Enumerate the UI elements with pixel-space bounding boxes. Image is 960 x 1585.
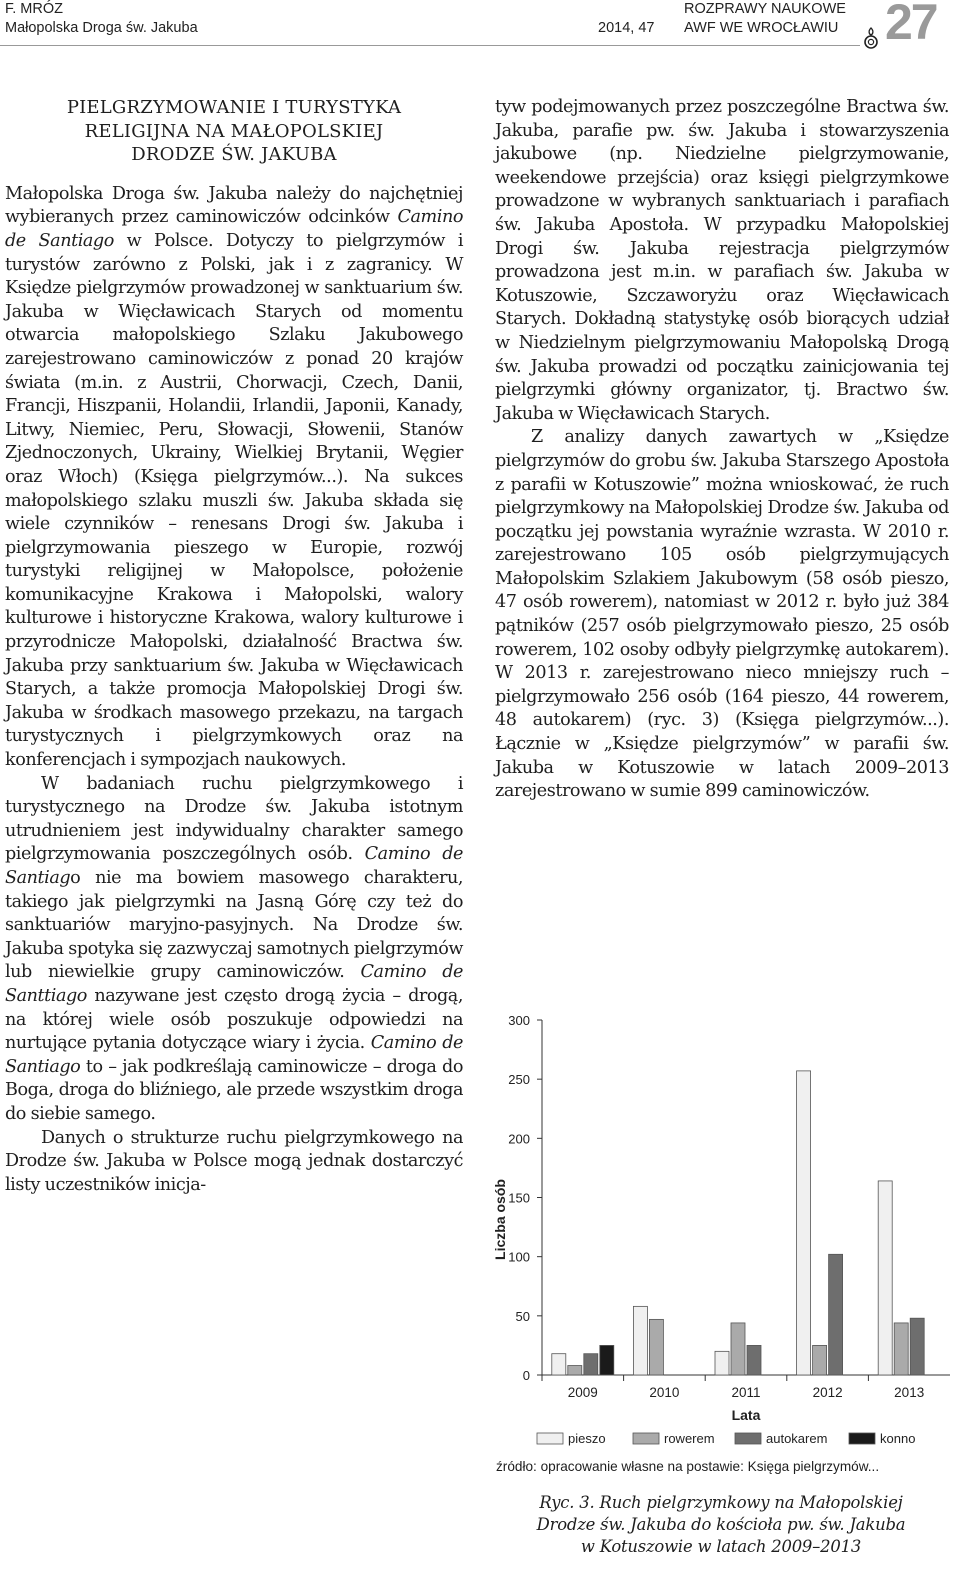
legend-label: rowerem [664, 1431, 715, 1446]
caption-line: Drodze św. Jakuba do kościoła pw. św. Jakuba [536, 1515, 906, 1534]
italic-term: Camino de Santtiago [5, 962, 463, 1006]
bar-pieszo-2010 [633, 1306, 647, 1375]
bar-pieszo-2013 [878, 1181, 892, 1375]
right-column [495, 96, 949, 804]
bar-rowerem-2013 [894, 1323, 908, 1375]
x-tick-label: 2012 [812, 1385, 843, 1400]
running-head-author: F. MRÓZ [5, 1, 63, 17]
x-axis-label: Lata [731, 1407, 761, 1423]
bar-autokarem-2009 [584, 1354, 598, 1375]
bar-autokarem-2012 [829, 1254, 843, 1375]
caption-line: w Kotuszowie w latach 2009–2013 [580, 1537, 862, 1556]
section-title-line: PIELGRZYMOWANIE I TURYSTYKA [66, 97, 402, 118]
y-tick-label: 50 [515, 1308, 530, 1324]
legend-swatch-pieszo [537, 1433, 563, 1444]
bar-konno-2009 [600, 1345, 614, 1375]
y-axis-label: Liczba osób [492, 1179, 508, 1260]
paragraph [5, 183, 463, 773]
legend-label: pieszo [568, 1431, 606, 1446]
section-title [5, 96, 463, 167]
bar-autokarem-2011 [747, 1345, 761, 1375]
paragraph: Z analizy danych zawartych w „Księdze pielgrzymów do grobu św. Jakuba Starszego Apostoła z parafii w Kotuszowie” można wnioskować, że ruch pielgrzymkowy na Małopolskiej Drodze św. Jakuba od początku jej powstania wyraźnie wzrasta. W 2010 r. zarejestrowano 105 osób pielgrzymujących Małopolskim Szlakiem Jakubowym (58 osób pieszo, 47 osób rowerem), natomiast w 2012 r. było już 384 pątników (257 osób pielgrzymowało pieszo, 25 osób rowerem, 102 osoby odbyły pielgrzymkę autokarem). W 2013 r. zarejestrowano nieco mniejszy ruch – pielgrzymowało 256 osób (164 pieszo, 44 rowerem, 48 autokarem) (ryc. 3) (Księga pielgrzymów...). Łącznie w „Księdze pielgrzymów” w parafii św. Jakuba w Kotuszowie w latach 2009–2013 zarejestrowano w sumie 899 caminowiczów. [495, 427, 949, 802]
italic-term: Camino de Santiag [5, 844, 463, 888]
pilgrim-bar-chart [485, 1008, 955, 1458]
y-tick-label: 0 [522, 1368, 530, 1383]
bar-rowerem-2011 [731, 1323, 745, 1375]
caption-line: Ryc. 3. Ruch pielgrzymkowy na Małopolskiej [539, 1493, 903, 1512]
bar-pieszo-2009 [552, 1354, 566, 1375]
text-run: w Polsce. Dotyczy to pielgrzymów i turystów zarówno z Polski, jak i z zagranicy. W Księdze pielgrzymów prowadzonej w sanktuarium św. Jakuba w Więcławicach Starych od momentu otwarcia małopolskiego Szlaku Jakubowego zarejestrowano caminowiczów z ponad 20 krajów świata (m.in. z Austrii, Chorwacji, Czech, Danii, Francji, Hiszpanii, Holandii, Irlandii, Japonii, Kanady, Litwy, Niemiec, Peru, Słowacji, Słowenii, Stanów Zjednoczonych, Ukrainy, Wielkiej Brytanii, Węgier oraz Włoch) (Księga pielgrzymów...). Na sukces małopolskiego szlaku muszli św. Jakuba składa się wiele czynników – renesans Drogi św. Jakuba i pielgrzymowania pieszego w Europie, rozwój turystyki religijnej w Małopolsce, położenie komunikacyjne Krakowa i Małopolski, walory kulturowe i historyczne Krakowa, walory kulturowe i przyrodnicze Małopolski, działalność Bractwa św. Jakuba przy sanktuarium św. Jakuba w Więcławicach Starych, a także promocja Małopolskiej Drogi św. Jakuba w środkach masowego przekazu, na targach turystycznych i pielgrzymkowych oraz na konferencjach i sympozjach naukowych. [5, 230, 463, 771]
journal-name-line1: ROZPRAWY NAUKOWE [684, 1, 846, 17]
y-tick-label: 150 [508, 1190, 530, 1206]
legend-swatch-rowerem [633, 1433, 659, 1444]
x-tick-label: 2009 [567, 1385, 598, 1400]
paragraph: tyw podejmowanych przez poszczególne Bractwa św. Jakuba, parafie pw. św. Jakuba i stowarzyszenia jakubowe (np. Niedzielne pielgrzymowanie, weekendowe przejścia) oraz księgi pielgrzymkowe prowadzone w wybranych sanktuariach i parafiach św. Jakuba Apostoła. W przypadku Małopolskiej Drogi św. Jakuba rejestracja pielgrzymów prowadzona jest m.in. w parafiach św. Jakuba w Kotuszowie, Szczaworyżu oraz Więcławicach Starych. Dokładną statystykę osób biorących udział w Niedzielnym pielgrzymowaniu Małopolską Drogą św. Jakuba prowadzi od początku zainicjowania tej pielgrzymki główny organizator, tj. Bractwo św. Jakuba w Więcławicach Starych. [495, 97, 949, 424]
text-run: W badaniach ruchu pielgrzymkowego i turystycznego na Drodze św. Jakuba istotnym utrudnieniem jest indywidualny charakter samego pielgrzymowania poszczególnych osób. [5, 773, 463, 865]
y-tick-label: 200 [508, 1131, 530, 1147]
page-number: 27 [885, 0, 937, 50]
legend-swatch-konno [849, 1433, 875, 1444]
y-tick-label: 100 [508, 1249, 530, 1265]
bar-rowerem-2009 [568, 1366, 582, 1375]
bar-pieszo-2012 [797, 1071, 811, 1375]
text-run: to – jak podkreślają caminowicze – droga do Boga, droga do bliźniego, ale przede wszystkim droga do siebie samego. [5, 1056, 463, 1124]
x-tick-label: 2013 [894, 1385, 925, 1400]
text-run: Małopolska Droga św. Jakuba należy do najchętniej wybieranych przez caminowiczów odcinków [5, 183, 463, 228]
y-tick-label: 300 [508, 1013, 530, 1028]
paragraph [5, 773, 463, 1127]
section-title-line: RELIGIJNA NA MAŁOPOLSKIEJ [84, 120, 384, 142]
text-run: nazywane jest często drogą życia – drogą, na której wiele osób poszukuje odpowiedzi na nurtujące pytania dotyczące wiary i życia. [5, 985, 463, 1054]
running-head-journal [684, 0, 846, 38]
figure-caption [495, 1492, 947, 1558]
figure-source: źródło: opracowanie własne na postawie: Księga pielgrzymów... [496, 1459, 880, 1474]
legend-label: konno [880, 1431, 916, 1446]
bar-autokarem-2013 [910, 1318, 924, 1375]
running-head-left [5, 0, 198, 38]
journal-name-line2: AWF WE WROCŁAWIU [684, 20, 839, 36]
header-rule [0, 45, 860, 46]
text-run: o nie ma bowiem masowego charakteru, takiego jak pielgrzymki na Jasną Górę czy też do sanktuariów maryjno-pasyjnych. Na Drodze św. Jakuba spotyka się zazwyczaj samotnych pielgrzymów lub niewielkie grupy caminowiczów. [5, 868, 463, 983]
paragraph: Danych o strukturze ruchu pielgrzymkowego na Drodze św. Jakuba w Polsce mogą jednak dostarczyć listy uczestników inicja- [5, 1127, 463, 1195]
section-title-line: DRODZE ŚW. JAKUBA [131, 144, 337, 166]
x-tick-label: 2010 [649, 1385, 680, 1400]
legend-swatch-autokarem [735, 1433, 761, 1444]
bar-rowerem-2012 [813, 1345, 827, 1375]
journal-logo-icon [862, 26, 880, 50]
legend-label: autokarem [766, 1431, 828, 1446]
running-head-title: Małopolska Droga św. Jakuba [5, 20, 198, 36]
italic-term: Camino de Santiago [5, 207, 463, 251]
running-head-issue: 2014, 47 [598, 20, 655, 36]
x-tick-label: 2011 [731, 1385, 761, 1400]
y-tick-label: 250 [508, 1072, 530, 1088]
bar-rowerem-2010 [649, 1319, 663, 1375]
bar-pieszo-2011 [715, 1351, 729, 1375]
left-column [5, 96, 463, 1197]
italic-term: Camino de Santiago [5, 1033, 463, 1077]
